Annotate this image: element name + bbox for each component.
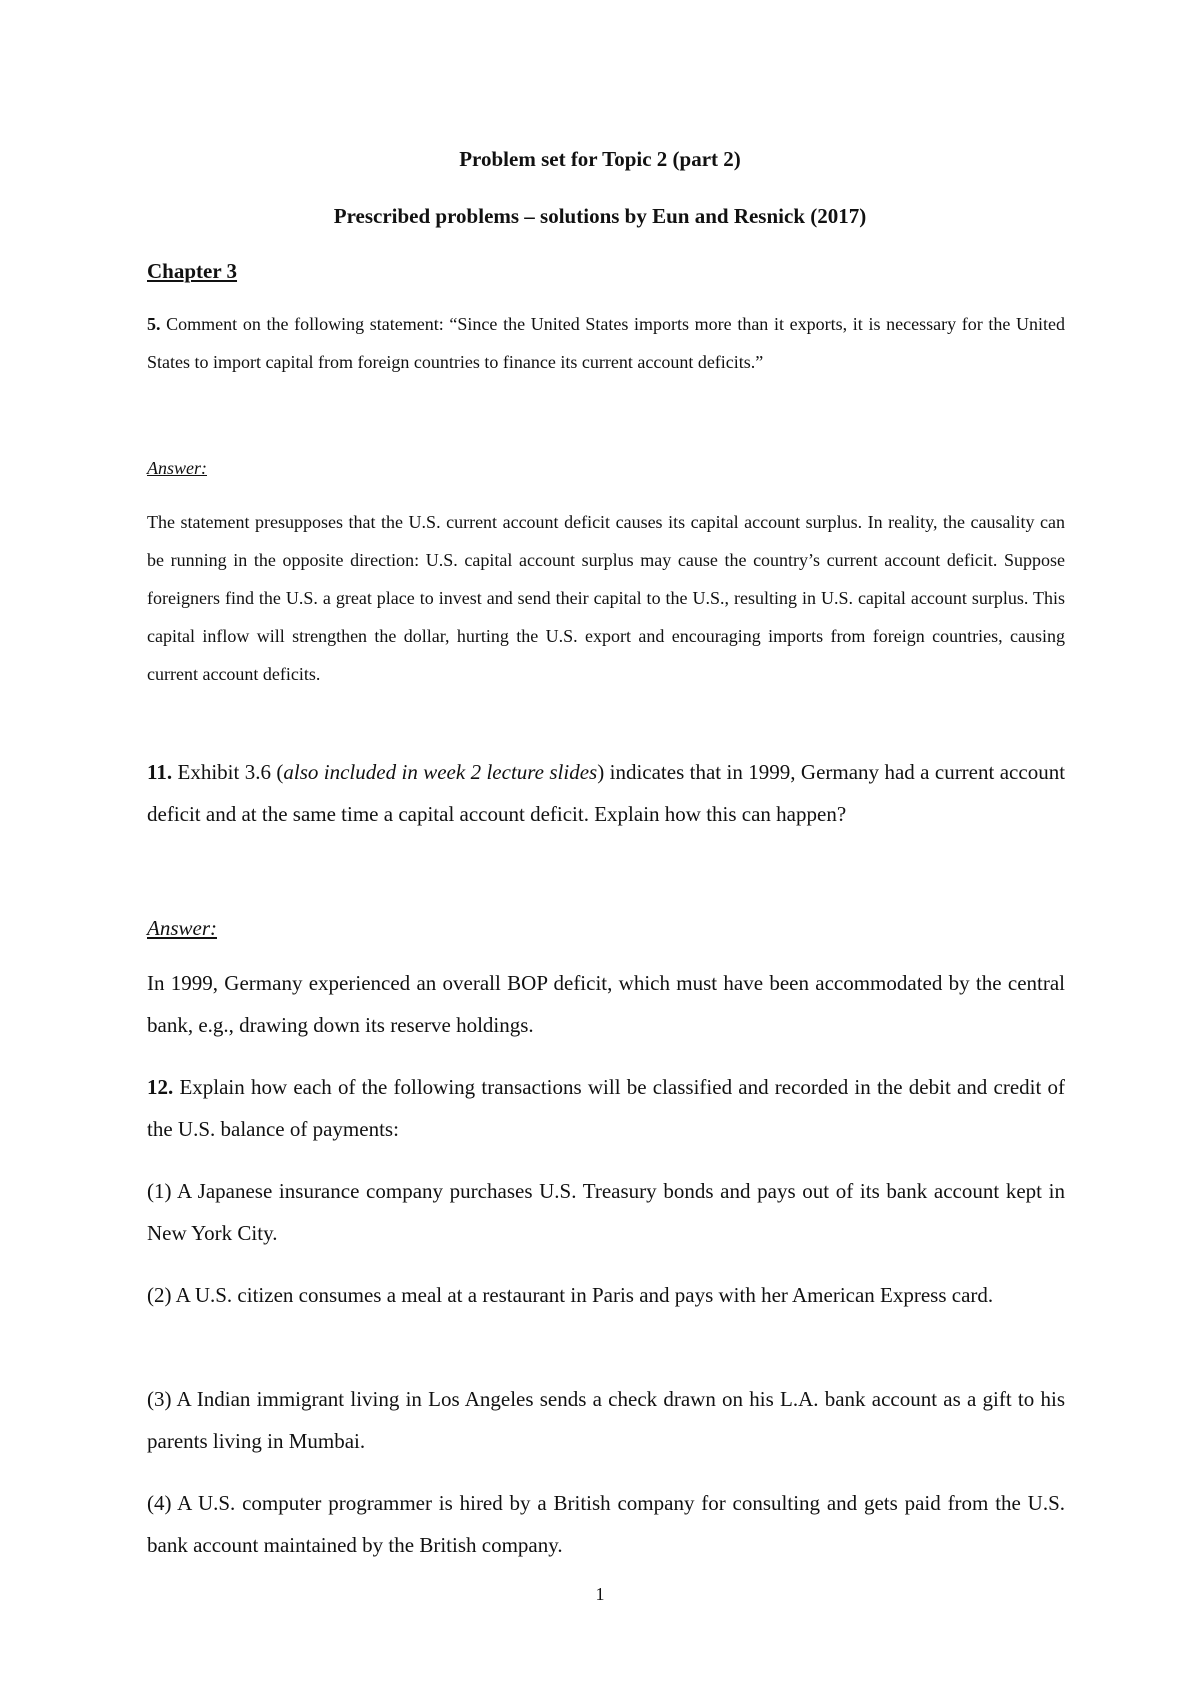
question-number: 12. — [147, 1075, 174, 1099]
question-12 — [147, 1066, 1065, 1150]
transaction-item: (3) A Indian immigrant living in Los Angeles sends a check drawn on his L.A. bank account as a gift to his parents living in Mumbai. — [147, 1387, 1065, 1453]
document-title: Problem set for Topic 2 (part 2) — [459, 147, 741, 171]
answer-5: The statement presupposes that the U.S. current account deficit causes its capital account surplus. In reality, the causality can be running in the opposite direction: U.S. capital account surplus may cause the country’s current account deficit. Suppose foreigners find the U.S. a great place to invest and send their capital to the U.S., resulting in U.S. capital account surplus. This capital inflow will strengthen the dollar, hurting the U.S. export and encouraging imports from foreign countries, causing current account deficits. — [147, 512, 1065, 684]
answer-label: Answer: — [147, 458, 207, 478]
question-number: 5. — [147, 314, 161, 334]
chapter-heading: Chapter 3 — [147, 259, 238, 283]
question-text-part: Exhibit 3.6 ( — [177, 760, 284, 784]
answer-11: In 1999, Germany experienced an overall BOP deficit, which must have been accommodated by the central bank, e.g., drawing down its reserve holdings. — [147, 971, 1065, 1037]
transaction-item: (4) A U.S. computer programmer is hired by a British company for consulting and gets paid from the U.S. bank account maintained by the British company. — [147, 1491, 1065, 1557]
question-text: Comment on the following statement: “Since the United States imports more than it exports, it is necessary for the United States to import capital from foreign countries to finance its current account deficits.” — [147, 314, 1066, 372]
question-text-part: ) indicates that in 1999, Germany had a current account deficit and at the same time a capital account deficit. Explain how this can happen? — [147, 760, 1066, 826]
transaction-item: (1) A Japanese insurance company purchases U.S. Treasury bonds and pays out of its bank account kept in New York City. — [147, 1179, 1065, 1245]
answer-label: Answer: — [147, 916, 217, 940]
question-5 — [147, 305, 1065, 381]
question-text-italic: also included in week 2 lecture slides — [283, 760, 598, 784]
page-number: 1 — [595, 1584, 605, 1604]
question-11 — [147, 751, 1065, 835]
transaction-item: (2) A U.S. citizen consumes a meal at a restaurant in Paris and pays with her American Express card. — [147, 1283, 994, 1307]
document-subtitle: Prescribed problems – solutions by Eun and Resnick (2017) — [333, 204, 867, 228]
question-text: Explain how each of the following transactions will be classified and recorded in the debit and credit of the U.S. balance of payments: — [147, 1075, 1065, 1141]
question-number: 11. — [147, 760, 173, 784]
